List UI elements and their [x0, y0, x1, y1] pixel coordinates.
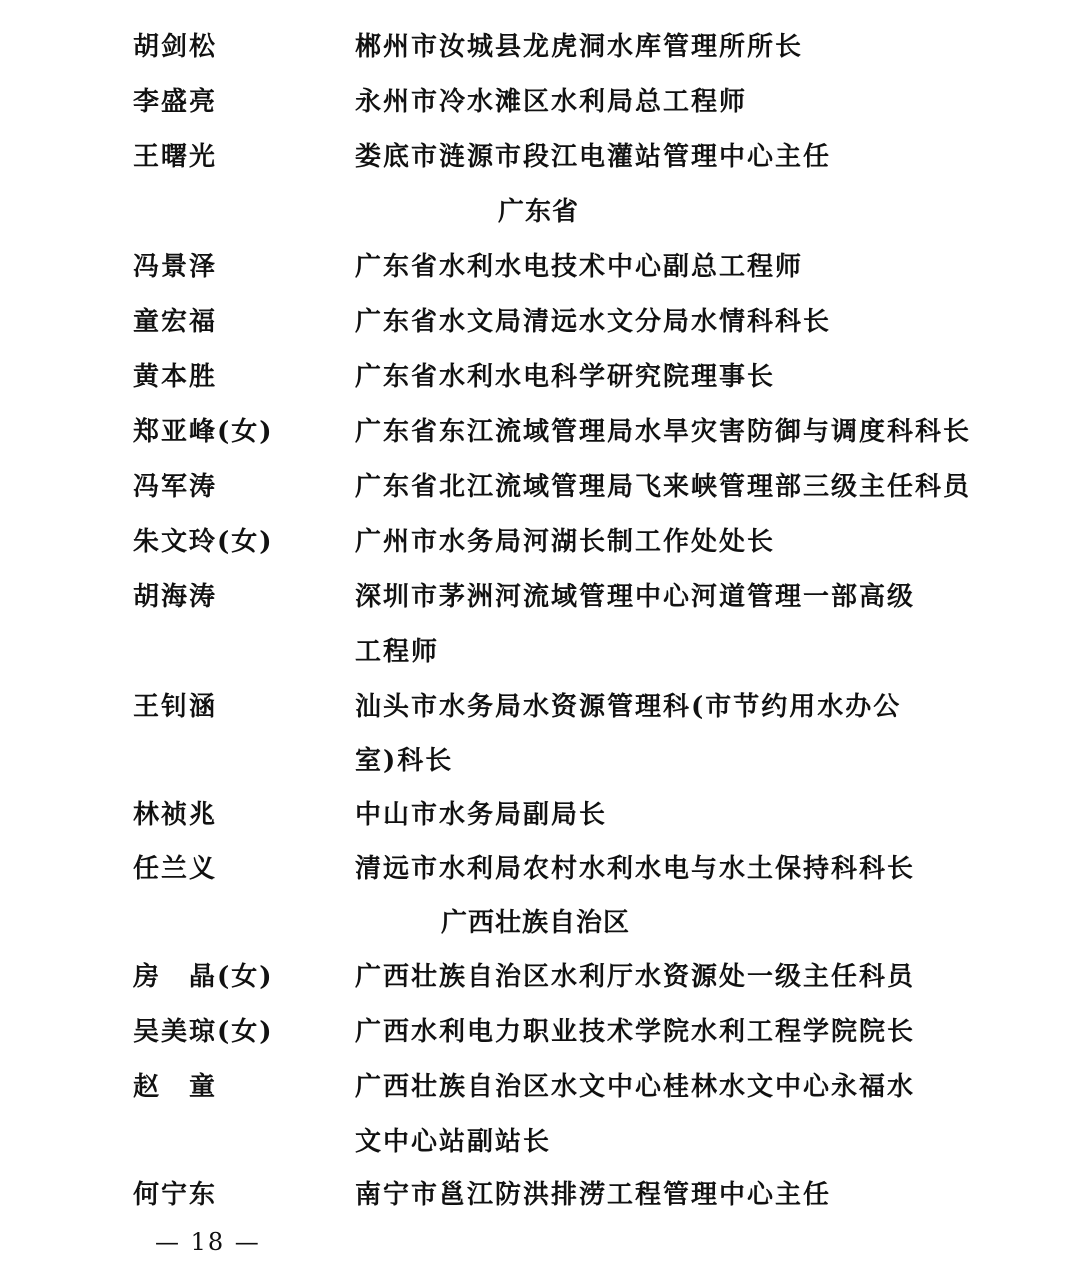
section-heading-line: [0, 903, 1080, 943]
list-line-continuation: [0, 632, 1080, 672]
person-name: 林祯兆: [133, 800, 218, 830]
person-name: 冯军涛: [133, 472, 218, 502]
person-name: 朱文玲(女): [133, 527, 274, 557]
section-heading: 广西壮族自治区: [441, 908, 631, 938]
list-line: [0, 522, 1080, 562]
person-title: 广东省水利水电科学研究院理事长: [355, 362, 776, 392]
person-title: 汕头市水务局水资源管理科(市节约用水办公: [355, 692, 902, 722]
list-line: [0, 412, 1080, 452]
list-line-continuation: [0, 1122, 1080, 1162]
person-title: 广东省水文局清远水文分局水情科科长: [355, 307, 832, 337]
person-title: 广西水利电力职业技术学院水利工程学院院长: [355, 1017, 916, 1047]
person-title-continuation: 室)科长: [355, 746, 454, 776]
person-name: 胡剑松: [133, 32, 218, 62]
list-line: [0, 1067, 1080, 1107]
person-title: 广东省北江流域管理局飞来峡管理部三级主任科员: [355, 472, 972, 502]
person-name: 胡海涛: [133, 582, 218, 612]
person-name: 黄本胜: [133, 362, 218, 392]
list-line: [0, 1175, 1080, 1215]
person-title: 中山市水务局副局长: [355, 800, 608, 830]
list-line-continuation: [0, 741, 1080, 781]
list-line: [0, 849, 1080, 889]
person-title: 广西壮族自治区水利厅水资源处一级主任科员: [355, 962, 916, 992]
person-name: 王钊涵: [133, 692, 218, 722]
list-line: [0, 137, 1080, 177]
list-line: [0, 957, 1080, 997]
person-title: 广东省水利水电技术中心副总工程师: [355, 252, 804, 282]
section-heading: 广东省: [498, 197, 580, 227]
person-title: 永州市冷水滩区水利局总工程师: [355, 87, 748, 117]
person-title: 深圳市茅洲河流域管理中心河道管理一部高级: [355, 582, 916, 612]
person-title-continuation: 工程师: [355, 637, 440, 667]
list-line: [0, 357, 1080, 397]
section-heading-line: [0, 192, 1080, 232]
list-line: [0, 577, 1080, 617]
list-line: [0, 795, 1080, 835]
person-title: 郴州市汝城县龙虎洞水库管理所所长: [355, 32, 804, 62]
list-line: [0, 1012, 1080, 1052]
list-line: [0, 687, 1080, 727]
person-name: 李盛亮: [133, 87, 218, 117]
person-name: 王曙光: [133, 142, 218, 172]
person-name: 吴美琼(女): [133, 1017, 274, 1047]
page-number: — 18 —: [155, 1228, 261, 1256]
person-name: 何宁东: [133, 1180, 218, 1210]
person-name: 冯景泽: [133, 252, 218, 282]
person-name: 郑亚峰(女): [133, 417, 274, 447]
list-line: [0, 82, 1080, 122]
list-line: [0, 247, 1080, 287]
person-title: 南宁市邕江防洪排涝工程管理中心主任: [355, 1180, 832, 1210]
person-name: 赵 童: [133, 1072, 218, 1102]
person-title: 娄底市涟源市段江电灌站管理中心主任: [355, 142, 832, 172]
person-name: 童宏福: [133, 307, 218, 337]
person-title: 广东省东江流域管理局水旱灾害防御与调度科科长: [355, 417, 972, 447]
person-title-continuation: 文中心站副站长: [355, 1127, 552, 1157]
person-title: 清远市水利局农村水利水电与水土保持科科长: [355, 854, 916, 884]
person-title: 广州市水务局河湖长制工作处处长: [355, 527, 776, 557]
list-line: [0, 302, 1080, 342]
person-name: 任兰义: [133, 854, 218, 884]
person-title: 广西壮族自治区水文中心桂林水文中心永福水: [355, 1072, 916, 1102]
list-line: [0, 467, 1080, 507]
person-name: 房 晶(女): [133, 962, 274, 992]
list-line: [0, 27, 1080, 67]
